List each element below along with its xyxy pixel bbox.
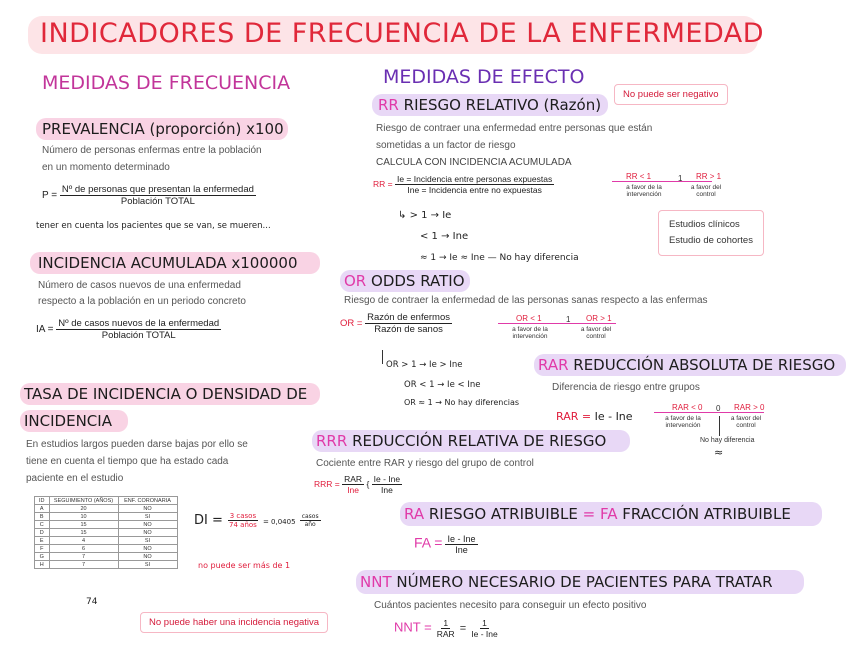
tasa-heading-1: TASA DE INCIDENCIA O DENSIDAD DE (24, 385, 308, 403)
or-scale-right-note: a favor del control (580, 326, 612, 340)
fa-formula (414, 534, 478, 555)
table-header: ENF. CORONARIA (118, 497, 177, 505)
prevalencia-desc-1: Número de personas enfermas entre la población (42, 145, 262, 156)
incidencia-desc-2: respecto a la población en un periodo concreto (38, 296, 246, 307)
table-cell: A (35, 505, 50, 513)
table-cell: NO (118, 545, 177, 553)
section-heading-efecto: MEDIDAS DE EFECTO (383, 66, 585, 88)
di-result-den: año (304, 521, 316, 528)
fa-title: FRACCIÓN ATRIBUIBLE (622, 505, 791, 523)
or-lhs: OR = (340, 318, 363, 330)
nnt-lhs: NNT = (394, 619, 432, 635)
rrr-desc: Cociente entre RAR y riesgo del grupo de control (316, 458, 534, 469)
rr-note: No puede ser negativo (614, 84, 728, 105)
incidencia-desc-1: Número de casos nuevos de una enfermedad (38, 280, 241, 291)
fa-abbr: FA (599, 505, 618, 523)
rr-calc: CALCULA CON INCIDENCIA ACUMULADA (376, 157, 572, 168)
table-row (35, 553, 178, 561)
rar-scale-right: RAR > 0 (734, 403, 765, 412)
rr-result-3: ≈ 1 → Ie ≈ Ine — No hay diferencia (420, 253, 579, 263)
rar-no-diff: No hay diferencia (700, 437, 755, 444)
followup-table (34, 496, 178, 569)
rar-scale-left-note: a favor de la intervención (665, 415, 701, 429)
rar-formula (556, 410, 633, 423)
di-note: no puede ser más de 1 (198, 561, 291, 570)
rrr-alt-num: Ie - Ine (373, 474, 401, 484)
ra-title: RIESGO ATRIBUIBLE (428, 505, 578, 523)
table-row (35, 513, 178, 521)
prevalencia-num: Nº de personas que presentan la enfermedad (61, 184, 254, 195)
table-cell: NO (118, 529, 177, 537)
table-total: 74 (86, 597, 98, 607)
rar-title: REDUCCIÓN ABSOLUTA DE RIESGO (573, 356, 836, 374)
prevalencia-desc-2: en un momento determinado (42, 162, 170, 173)
rrr-title: REDUCCIÓN RELATIVA DE RIESGO (352, 432, 607, 450)
rr-scale-line (612, 181, 712, 182)
prevalencia-formula (42, 184, 256, 207)
section-heading-frecuencia: MEDIDAS DE FRECUENCIA (42, 72, 291, 94)
table-row (35, 561, 178, 569)
table-cell: G (35, 553, 50, 561)
or-scale-left-note: a favor de la intervención (512, 326, 548, 340)
nnt-den-1: RAR (436, 629, 455, 639)
di-den: 74 años (229, 521, 257, 529)
rar-scale-right-note: a favor del control (730, 415, 762, 429)
rr-scale-right: RR > 1 (696, 172, 722, 181)
prevalencia-lhs: P = (42, 190, 58, 202)
rr-scale-left: RR < 1 (626, 172, 652, 181)
rar-scale-line (654, 412, 764, 413)
or-title: ODDS RATIO (371, 272, 465, 290)
table-cell: 15 (49, 521, 118, 529)
nnt-eq: = (459, 622, 467, 635)
table-cell: B (35, 513, 50, 521)
table-header: ID (35, 497, 50, 505)
or-result-3: OR ≈ 1 → No hay diferencias (404, 398, 520, 407)
rr-scale-mid: 1 (678, 174, 683, 183)
or-abbr: OR (344, 272, 367, 290)
rr-scale-left-note: a favor de la intervención (626, 184, 662, 198)
table-row (35, 529, 178, 537)
rr-study-1: Estudios clínicos (669, 219, 740, 230)
incidencia-num: Nº de casos nuevos de la enfermedad (58, 318, 220, 329)
nnt-title: NÚMERO NECESARIO DE PACIENTES PARA TRATAR (396, 573, 773, 591)
rr-title: RIESGO RELATIVO (Razón) (403, 96, 602, 114)
fa-lhs: FA = (414, 534, 443, 551)
rr-num: Ie = Incidencia entre personas expuestas (396, 174, 553, 184)
nnt-heading (360, 573, 773, 591)
table-cell: 15 (49, 529, 118, 537)
rr-den: Ine = Incidencia entre no expuestas (407, 185, 542, 195)
di-num: 3 casos (229, 512, 257, 520)
incidencia-formula (36, 318, 221, 341)
rr-scale-right-note: a favor del control (690, 184, 722, 198)
table-cell: 4 (49, 537, 118, 545)
nnt-formula (394, 618, 500, 639)
rrr-den: Ine (347, 485, 360, 495)
rrr-num: RAR (344, 474, 363, 484)
table-row (35, 545, 178, 553)
rar-approx: ≈ (714, 446, 724, 459)
rr-desc-2: sometidas a un factor de riesgo (376, 140, 516, 151)
table-cell: NO (118, 521, 177, 529)
prevalencia-den: Población TOTAL (120, 196, 195, 207)
table-cell: H (35, 561, 50, 569)
or-scale-left: OR < 1 (516, 314, 542, 323)
rrr-alt-den: Ine (380, 485, 393, 495)
di-lhs: DI = (194, 513, 223, 528)
di-formula (194, 512, 321, 529)
rr-study-2: Estudio de cohortes (669, 235, 753, 246)
ra-eq: = (582, 505, 596, 523)
table-cell: NO (118, 505, 177, 513)
table-row (35, 537, 178, 545)
tasa-heading-2: INCIDENCIA (24, 412, 112, 430)
ra-abbr: RA (404, 505, 425, 523)
followup-table-wrap (34, 496, 178, 569)
di-result-num: casos (301, 513, 319, 520)
nnt-num-2: 1 (482, 618, 487, 628)
or-den: Razón de sanos (374, 324, 443, 335)
or-num: Razón de enfermos (367, 312, 450, 323)
rr-formula (373, 174, 554, 195)
or-result-1: OR > 1 → Ie > Ine (386, 360, 463, 370)
rr-heading (378, 96, 601, 114)
table-cell: E (35, 537, 50, 545)
rr-result-2: < 1 → Ine (420, 231, 469, 242)
table-cell: 7 (49, 553, 118, 561)
table-cell: SI (118, 513, 177, 521)
prevalencia-heading: PREVALENCIA (proporción) x100 (42, 120, 284, 138)
rar-abbr: RAR (538, 356, 569, 374)
or-scale-right: OR > 1 (586, 314, 612, 323)
table-row (35, 505, 178, 513)
or-heading (344, 272, 465, 290)
rar-scale-mid: 0 (716, 404, 721, 413)
table-cell: SI (118, 537, 177, 545)
table-row (35, 521, 178, 529)
rar-rhs: Ie - Ine (594, 410, 633, 423)
rar-arrow-stem (719, 416, 720, 436)
or-scale-line (498, 323, 616, 324)
rr-result-1: ↳ > 1 → Ie (398, 210, 452, 221)
table-cell: 6 (49, 545, 118, 553)
page-title: INDICADORES DE FRECUENCIA DE LA ENFERMEDAD (40, 18, 765, 49)
di-result: = 0,0405 (262, 518, 296, 526)
table-cell: 10 (49, 513, 118, 521)
or-scale-mid: 1 (566, 315, 571, 324)
rr-lhs: RR = (373, 178, 393, 189)
rar-lhs: RAR = (556, 410, 592, 423)
nnt-abbr: NNT (360, 573, 392, 591)
ra-heading (404, 505, 791, 523)
table-cell: SI (118, 561, 177, 569)
fa-den: Ine (455, 545, 468, 555)
table-cell: NO (118, 553, 177, 561)
rr-study-box (658, 210, 764, 256)
or-arrow-stem (382, 350, 383, 364)
or-desc: Riesgo de contraer la enfermedad de las personas sanas respecto a las enfermas (344, 295, 708, 306)
nnt-den-2: Ie - Ine (471, 629, 498, 639)
rar-desc: Diferencia de riesgo entre grupos (552, 382, 700, 393)
tasa-desc-2: tiene en cuenta el tiempo que ha estado cada (26, 456, 229, 467)
table-cell: 20 (49, 505, 118, 513)
rr-abbr: RR (378, 96, 399, 114)
table-cell: 7 (49, 561, 118, 569)
or-formula (340, 312, 452, 335)
tasa-desc-3: paciente en el estudio (26, 473, 124, 484)
table-header: SEGUIMIENTO (AÑOS) (49, 497, 118, 505)
rar-scale-left: RAR < 0 (672, 403, 703, 412)
negative-incidence-note: No puede haber una incidencia negativa (140, 612, 328, 633)
rrr-lhs: RRR = (314, 478, 340, 489)
rrr-heading (316, 432, 606, 450)
rrr-abbr: RRR (316, 432, 348, 450)
table-header-row (35, 497, 178, 505)
prevalencia-note: tener en cuenta los pacientes que se van, se mueren... (36, 221, 271, 231)
table-cell: D (35, 529, 50, 537)
incidencia-den: Población TOTAL (101, 330, 176, 341)
or-result-2: OR < 1 → Ie < Ine (404, 380, 481, 390)
incidencia-heading: INCIDENCIA ACUMULADA x100000 (38, 254, 298, 272)
table-cell: F (35, 545, 50, 553)
rrr-formula: RRR = $\frac{\text{RAR}}{\text{Ine}}$ { $\frac{\text{Ie - Ine}}{\text{Ine}}$ (314, 474, 401, 495)
nnt-num-1: 1 (443, 618, 449, 628)
nnt-desc: Cuántos pacientes necesito para conseguir un efecto positivo (374, 600, 647, 611)
table-cell: C (35, 521, 50, 529)
tasa-desc-1: En estudios largos pueden darse bajas por ello se (26, 439, 248, 450)
incidencia-lhs: IA = (36, 324, 54, 336)
rar-heading (538, 356, 835, 374)
fa-num: Ie - Ine (447, 534, 476, 544)
rr-desc-1: Riesgo de contraer una enfermedad entre personas que están (376, 123, 653, 134)
